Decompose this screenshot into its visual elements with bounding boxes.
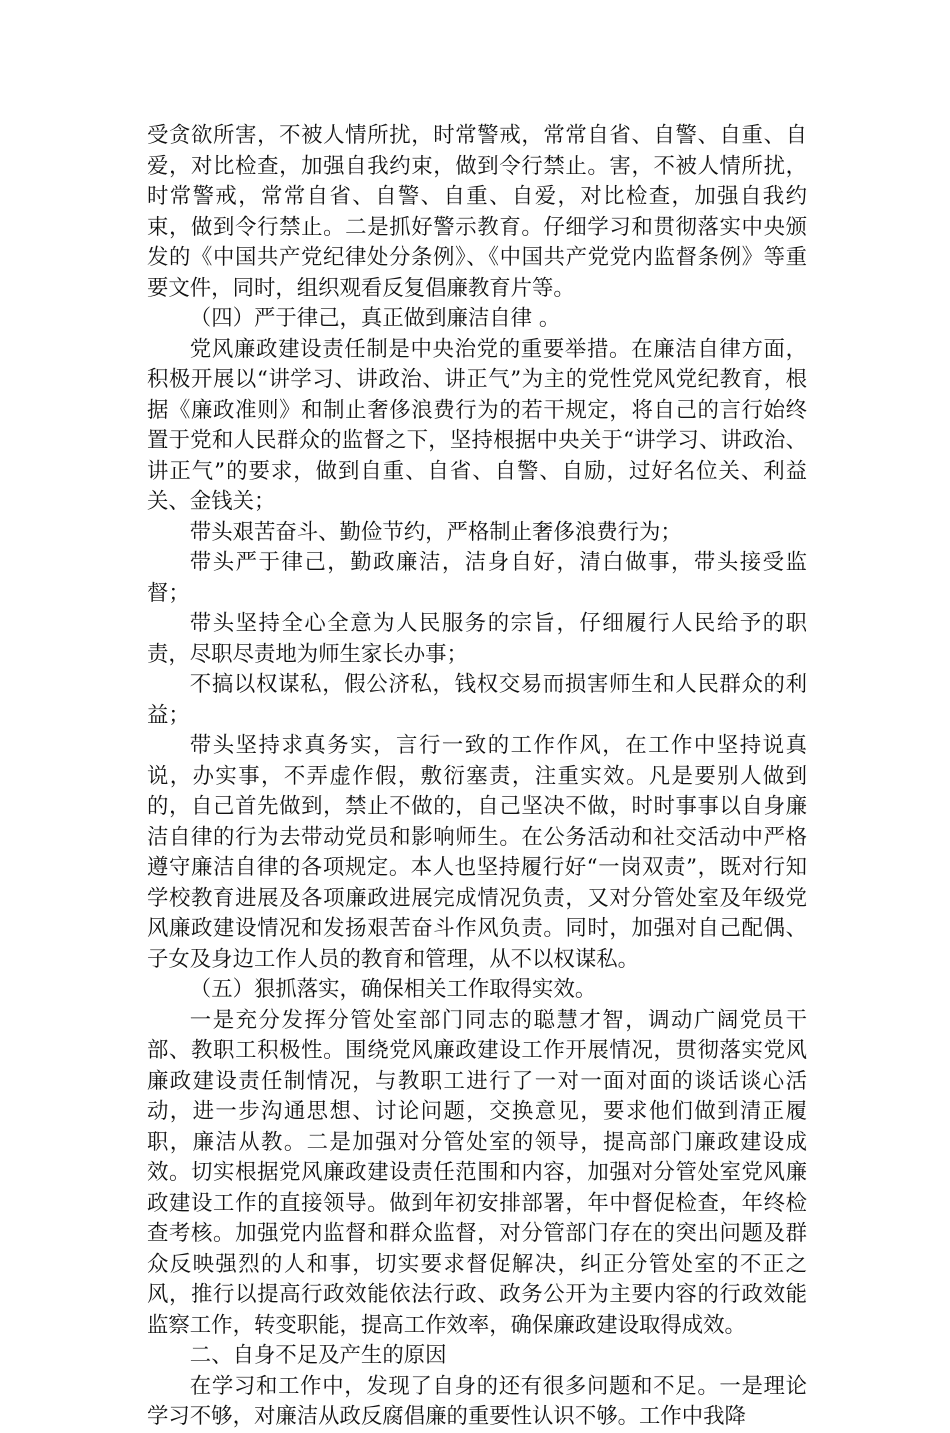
paragraph-1: 受贪欲所害，不被人情所扰，时常警戒，常常自省、自警、自重、自爱，对比检查，加强自我约束，做到令行禁止。害，不被人情所扰，时常警戒，常常自省、自警、自重、自爱，对比检查，加强自我约束，做到令行禁止。二是抓好警示教育。仔细学习和贯彻落实中央颁发的《中国共产党纪律处分条例》、《中国共产党党内监督条例》等重要文件，同时，组织观看反复倡廉教育片等。 xyxy=(147,123,807,301)
paragraph-12: 在学习和工作中，发现了自身的还有很多问题和不足。一是理论学习不够，对廉洁从政反腐倡廉的重要性认识不够。工作中我降 xyxy=(147,1373,807,1429)
section-heading-4: （四）严于律己，真正做到廉洁自律 。 xyxy=(189,306,561,331)
paragraph-4: 带头艰苦奋斗、勤俭节约，严格制止奢侈浪费行为； xyxy=(189,519,682,545)
section-heading-5: （五）狠抓落实，确保相关工作取得实效。 xyxy=(189,977,597,1002)
paragraph-7: 不搞以权谋私，假公济私，钱权交易而损害师生和人民群众的利益； xyxy=(147,672,807,728)
paragraph-5: 带头严于律己，勤政廉洁，洁身自好，清白做事，带头接受监督； xyxy=(147,550,807,606)
paragraph-10: 一是充分发挥分管处室部门同志的聪慧才智，调动广阔党员干部、教职工积极性。围绕党风廉政建设工作开展情况，贯彻落实党风廉政建设责任制情况，与教职工进行了一对一面对面的谈话谈心活动，进一步沟通思想、讨论问题，交换意见，要求他们做到清正履职，廉洁从教。二是加强对分管处室的领导，提高部门廉政建设成效。切实根据党风廉政建设责任范围和内容，加强对分管处室党风廉政建设工作的直接领导。做到年初安排部署，年中督促检查，年终检查考核。加强党内监督和群众监督，对分管部门存在的突出问题及群众反映强烈的人和事，切实要求督促解决，纠正分管处室的不正之风，推行以提高行政效能依法行政、政务公开为主要内容的行政效能监察工作，转变职能，提高工作效率，确保廉政建设取得成效。 xyxy=(147,1007,807,1338)
paragraph-6: 带头坚持全心全意为人民服务的宗旨，仔细履行人民给予的职责，尽职尽责地为师生家长办事； xyxy=(147,611,807,667)
section-heading-2: 二、自身不足及产生的原因 xyxy=(189,1343,447,1368)
paragraph-8: 带头坚持求真务实，言行一致的工作作风，在工作中坚持说真说，办实事，不弄虚作假，敷衍塞责，注重实效。凡是要别人做到的，自己首先做到，禁止不做的，自己坚决不做，时时事事以自身廉洁自律的行为去带动党员和影响师生。在公务活动和社交活动中严格遵守廉洁自律的各项规定。本人也坚持履行好“一岗双责”，既对行知学校教育进展及各项廉政进展完成情况负责，又对分管处室及年级党风廉政建设情况和发扬艰苦奋斗作风负责。同时，加强对自己配偶、子女及身边工作人员的教育和管理，从不以权谋私。 xyxy=(147,733,807,972)
document-body xyxy=(147,121,807,1433)
paragraph-3: 党风廉政建设责任制是中央治党的重要举措。在廉洁自律方面，积极开展以“讲学习、讲政治、讲正气”为主的党性党风党纪教育，根据《廉政准则》和制止奢侈浪费行为的若干规定，将自己的言行始终置于党和人民群众的监督之下，坚持根据中央关于“讲学习、讲政治、讲正气”的要求，做到自重、自省、自警、自励，过好名位关、利益关、金钱关； xyxy=(147,336,807,514)
